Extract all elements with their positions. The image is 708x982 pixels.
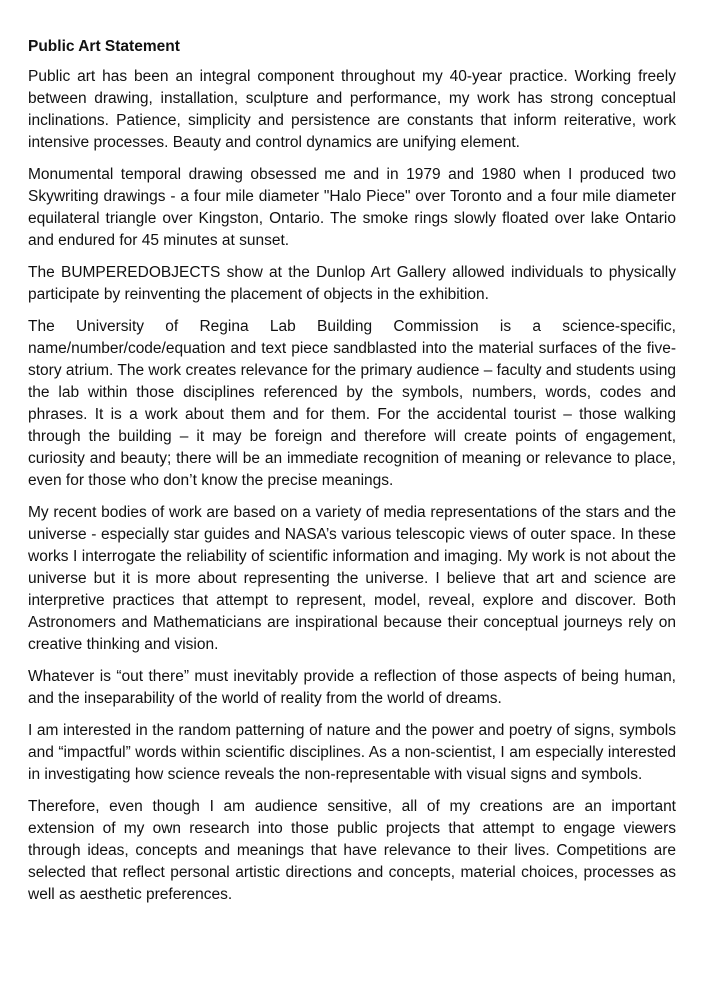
paragraph-regina-lab-commission: The University of Regina Lab Building Commission is a science-specific, name/number/code/equation and text piece sandblasted into the material surfaces of the five-story atrium. The work creates relevance for the primary audience – faculty and students using the lab within those disciplines referenced by the symbols, numbers, words, codes and phrases. It is a work about them and for them. For the accidental tourist – those walking through the building – it may be foreign and therefore will create points of engagement, curiosity and beauty; there will be an immediate recognition of meaning or relevance to place, even for those who don’t know the precise meanings.	[28, 318, 676, 489]
paragraph-skywriting: Monumental temporal drawing obsessed me and in 1979 and 1980 when I produced two Skywriting drawings - a four mile diameter "Halo Piece" over Toronto and a four mile diameter equilateral triangle over Kingston, Ontario. The smoke rings slowly floated over lake Ontario and endured for 45 minutes at sunset.	[28, 166, 676, 249]
paragraph-patterning-of-nature: I am interested in the random patterning of nature and the power and poetry of signs, symbols and “impactful” words within scientific disciplines. As a non-scientist, I am especially interested in investigating how science reveals the non-representable with visual signs and symbols.	[28, 722, 676, 783]
paragraph-bumperedobjects: The BUMPEREDOBJECTS show at the Dunlop Art Gallery allowed individuals to physically participate by reinventing the placement of objects in the exhibition.	[28, 264, 676, 303]
paragraph-public-art-practice: Public art has been an integral component throughout my 40-year practice. Working freely between drawing, installation, sculpture and performance, my work has strong conceptual inclinations. Patience, simplicity and persistence are constants that inform reiterative, work intensive processes. Beauty and control dynamics are unifying element.	[28, 68, 676, 151]
paragraph-audience-sensitive: Therefore, even though I am audience sensitive, all of my creations are an important extension of my own research into those public projects that attempt to engage viewers through ideas, concepts and meanings that have relevance to their lives. Competitions are selected that reflect personal artistic directions and concepts, material choices, processes as well as aesthetic preferences.	[28, 798, 676, 903]
paragraph-out-there: Whatever is “out there” must inevitably provide a reflection of those aspects of being human, and the inseparability of the world of reality from the world of dreams.	[28, 668, 676, 707]
document-title: Public Art Statement	[28, 38, 180, 55]
document-page	[28, 36, 676, 916]
paragraph-stars-universe: My recent bodies of work are based on a variety of media representations of the stars and the universe - especially star guides and NASA’s various telescopic views of outer space. In these works I interrogate the reliability of scientific information and imaging. My work is not about the universe but it is more about representing the universe. I believe that art and science are interpretive practices that attempt to represent, model, reveal, explore and discover. Both Astronomers and Mathematicians are inspirational because their conceptual journeys rely on creative thinking and vision.	[28, 504, 676, 653]
